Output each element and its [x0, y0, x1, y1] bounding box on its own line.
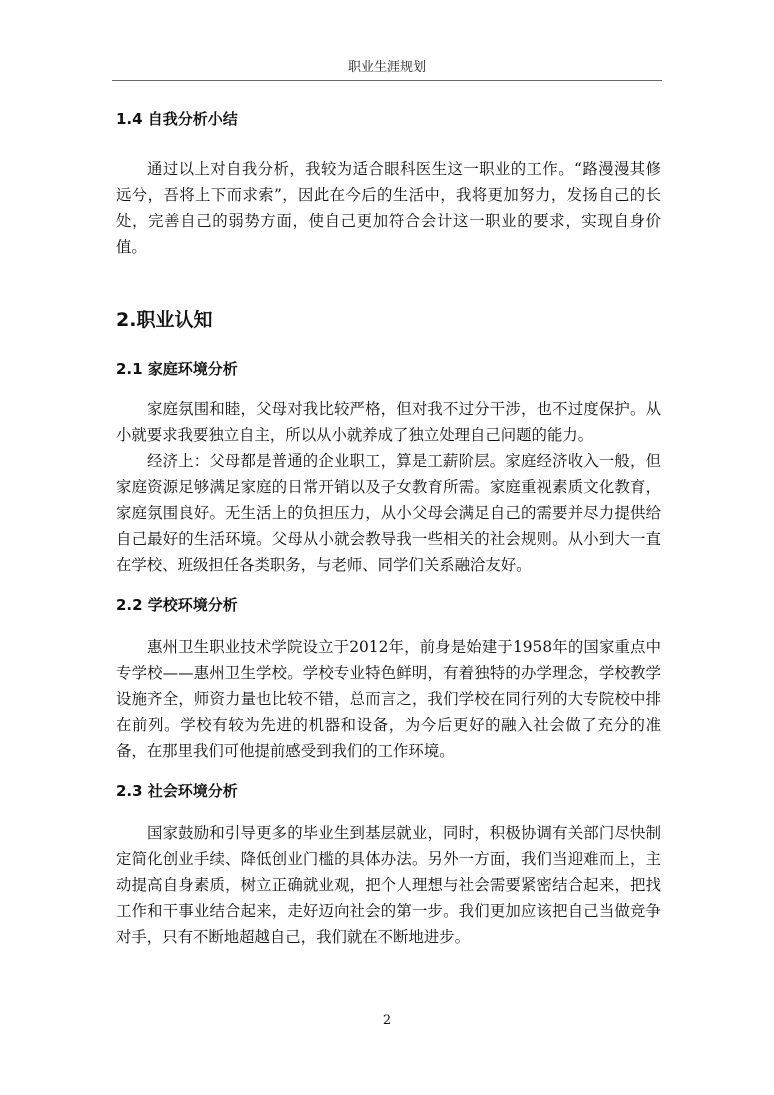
page-number: 2	[382, 1013, 392, 1028]
paragraph-2-3: 国家鼓励和引导更多的毕业生到基层就业，同时，积极协调有关部门尽快制定简化创业手续、降低创业门槛的具体办法。另外一方面，我们当迎难而上，主动提高自身素质，树立正确就业观，把个人理想与社会需要紧密结合起来，把找工作和干事业结合起来，走好迈向社会的第一步。我们更加应该把自己当做竞争对手，只有不断地超越自己，我们就在不断地进步。	[116, 824, 661, 946]
heading-1-4: 1.4 自我分析小结	[116, 110, 238, 128]
page-header: 职业生涯规划	[347, 60, 426, 75]
heading-2-1: 2.1 家庭环境分析	[116, 360, 238, 378]
header-rule	[112, 80, 662, 81]
heading-2-2: 2.2 学校环境分析	[116, 596, 238, 614]
paragraph-2-2: 惠州卫生职业技术学院设立于2012年，前身是始建于1958年的国家重点中专学校——惠州卫生学校。学校专业特色鲜明，有着独特的办学理念，学校教学设施齐全，师资力量也比较不错，总而言之，我们学校在同行列的大专院校中排在前列。学校有较为先进的机器和设备，为今后更好的融入社会做了充分的准备，在那里我们可他提前感受到我们的工作环境。	[116, 638, 661, 760]
paragraph-2-1-a: 家庭氛围和睦，父母对我比较严格，但对我不过分干涉，也不过度保护。从小就要求我要独立自主，所以从小就养成了独立处理自己问题的能力。	[116, 400, 661, 444]
paragraph-2-1-b: 经济上：父母都是普通的企业职工，算是工薪阶层。家庭经济收入一般，但家庭资源足够满足家庭的日常开销以及子女教育所需。家庭重视素质文化教育，家庭氛围良好。无生活上的负担压力，从小父母会满足自己的需要并尽力提供给自己最好的生活环境。父母从小就会教导我一些相关的社会规则。从小到大一直在学校、班级担任各类职务，与老师、同学们关系融洽友好。	[116, 452, 661, 574]
paragraph-1-4: 通过以上对自我分析，我较为适合眼科医生这一职业的工作。“路漫漫其修远兮，吾将上下而求索”，因此在今后的生活中，我将更加努力，发扬自己的长处，完善自己的弱势方面，使自己更加符合会计这一职业的要求，实现自身价值。	[116, 160, 661, 256]
heading-2-3: 2.3 社会环境分析	[116, 782, 238, 800]
heading-2: 2.职业认知	[116, 309, 213, 331]
page-content	[116, 96, 661, 950]
